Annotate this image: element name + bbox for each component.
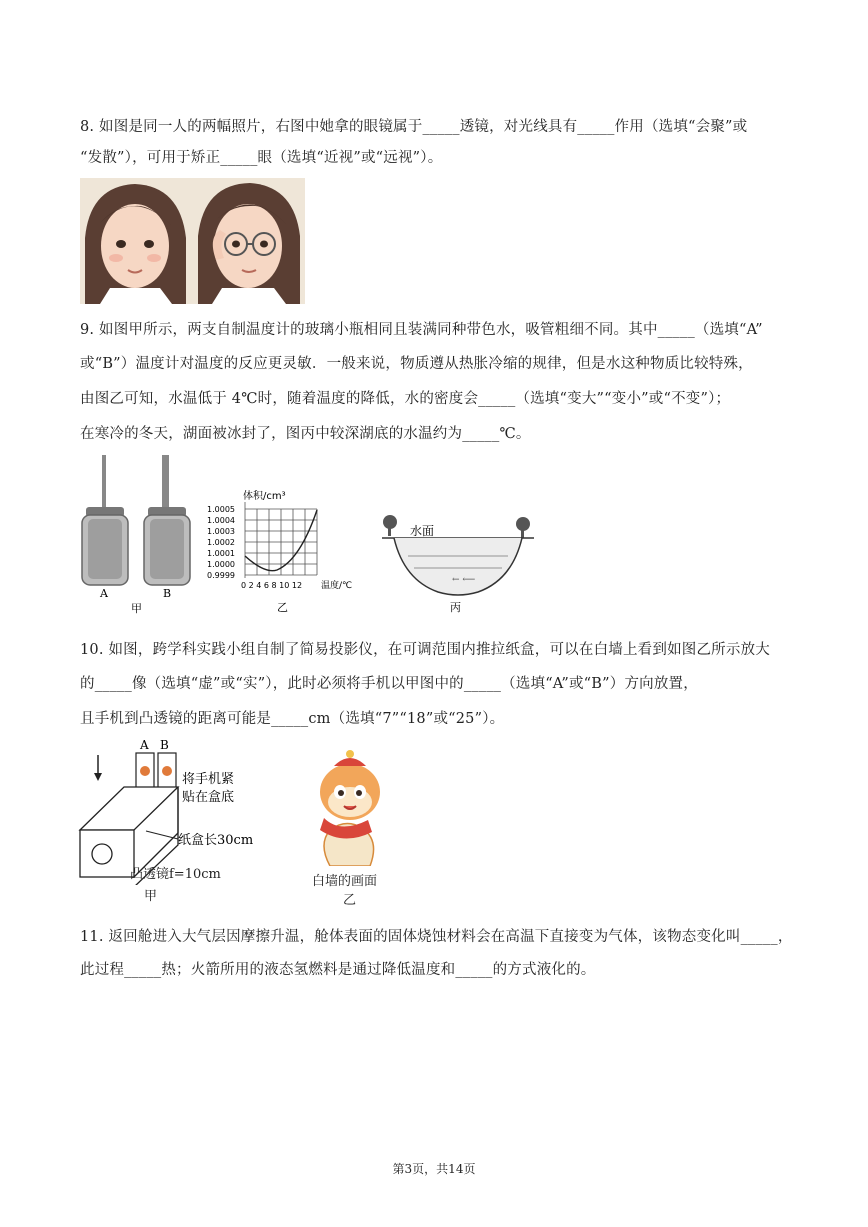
q8-line1: 8. 如图是同一人的两幅照片，右图中她拿的眼镜属于_____透镜，对光线具有_____作用（选填“会聚”或: [80, 119, 748, 135]
q9-jia-label-b: B: [163, 587, 172, 600]
ytick-3: 1.0002: [207, 538, 235, 547]
ytick-4: 1.0001: [207, 549, 235, 558]
q10-jia-caption: 甲: [144, 889, 158, 904]
q10-lens-label: 凸透镜f=10cm: [130, 867, 221, 882]
q9-line3: 由图乙可知，水温低于 4℃时，随着温度的降低，水的密度会_____（选填“变大”“变小”或“不变”）；: [80, 391, 731, 407]
q9-yi-caption: 乙: [277, 601, 288, 614]
q9-graph-yticks: [207, 505, 235, 580]
q9-graph-xticks: 0 2 4 6 8 10 12: [241, 581, 303, 590]
q9-bing-label: 水面: [410, 524, 435, 538]
ytick-0: 1.0005: [207, 505, 235, 514]
ytick-1: 1.0004: [207, 516, 235, 525]
q9-line1: 9. 如图甲所示，两支自制温度计的玻璃小瓶相同且装满同种带色水，吸管粗细不同。其中_____（选填“A”: [80, 322, 763, 338]
q9-volume-graph: [205, 488, 375, 616]
q9-line2: 或“B”）温度计对温度的反应更灵敏．一般来说，物质遵从热胀冷缩的规律，但是水这种物质比较特殊，: [80, 356, 753, 372]
q9-lake-figure: [378, 510, 538, 616]
q10-text2: 贴在盒底: [182, 790, 235, 805]
svg-text:← ⟵: ← ⟵: [452, 575, 476, 585]
page-footer: 第3页，共14页: [392, 1162, 476, 1176]
q10-label-b: B: [160, 738, 169, 752]
ytick-5: 1.0000: [207, 560, 235, 569]
q10-line1: 10. 如图，跨学科实践小组自制了简易投影仪，在可调范围内推拉纸盒，可以在白墙上看到如图乙所示放大: [80, 642, 770, 658]
q10-line2: 的_____像（选填“虚”或“实”），此时必须将手机以甲图中的_____（选填“A”或“B”）方向放置，: [80, 676, 698, 692]
q9-bing-caption: 丙: [450, 601, 461, 614]
q9-jia-label-a: A: [100, 587, 108, 600]
q9-graph-ylabel: 体积/cm³: [243, 491, 286, 502]
q8-photo-image: [80, 178, 305, 304]
ytick-6: 0.9999: [207, 571, 235, 580]
q10-box-length: 纸盒长30cm: [178, 833, 254, 848]
q11-line1: 11. 返回舱进入大气层因摩擦升温，舱体表面的固体烧蚀材料会在高温下直接变为气体，该物态变化叫_____，: [80, 929, 793, 945]
q9-line4: 在寒冷的冬天，湖面被冰封了，图丙中较深湖底的水温约为_____℃。: [80, 426, 531, 442]
q9-graph-grid: [245, 502, 317, 578]
q10-label-a: A: [140, 738, 149, 752]
q10-text1: 将手机紧: [182, 772, 235, 787]
q9-thermometers-figure: [80, 455, 198, 615]
q10-wall-text: 白墙的画面: [312, 874, 378, 889]
q10-yi-caption: 乙: [343, 893, 357, 908]
q10-line3: 且手机到凸透镜的距离可能是_____cm（选填“7”“18”或“25”）。: [80, 711, 505, 727]
q9-graph-xlabel: 温度/℃: [321, 581, 353, 591]
q10-wall-image: [310, 748, 390, 866]
ytick-2: 1.0003: [207, 527, 235, 536]
q11-line2: 此过程_____热；火箭所用的液态氢燃料是通过降低温度和_____的方式液化的。: [80, 962, 596, 978]
q8-line2: “发散”），可用于矫正_____眼（选填“近视”或“远视”）。: [80, 150, 443, 166]
q9-jia-caption: 甲: [131, 602, 142, 615]
